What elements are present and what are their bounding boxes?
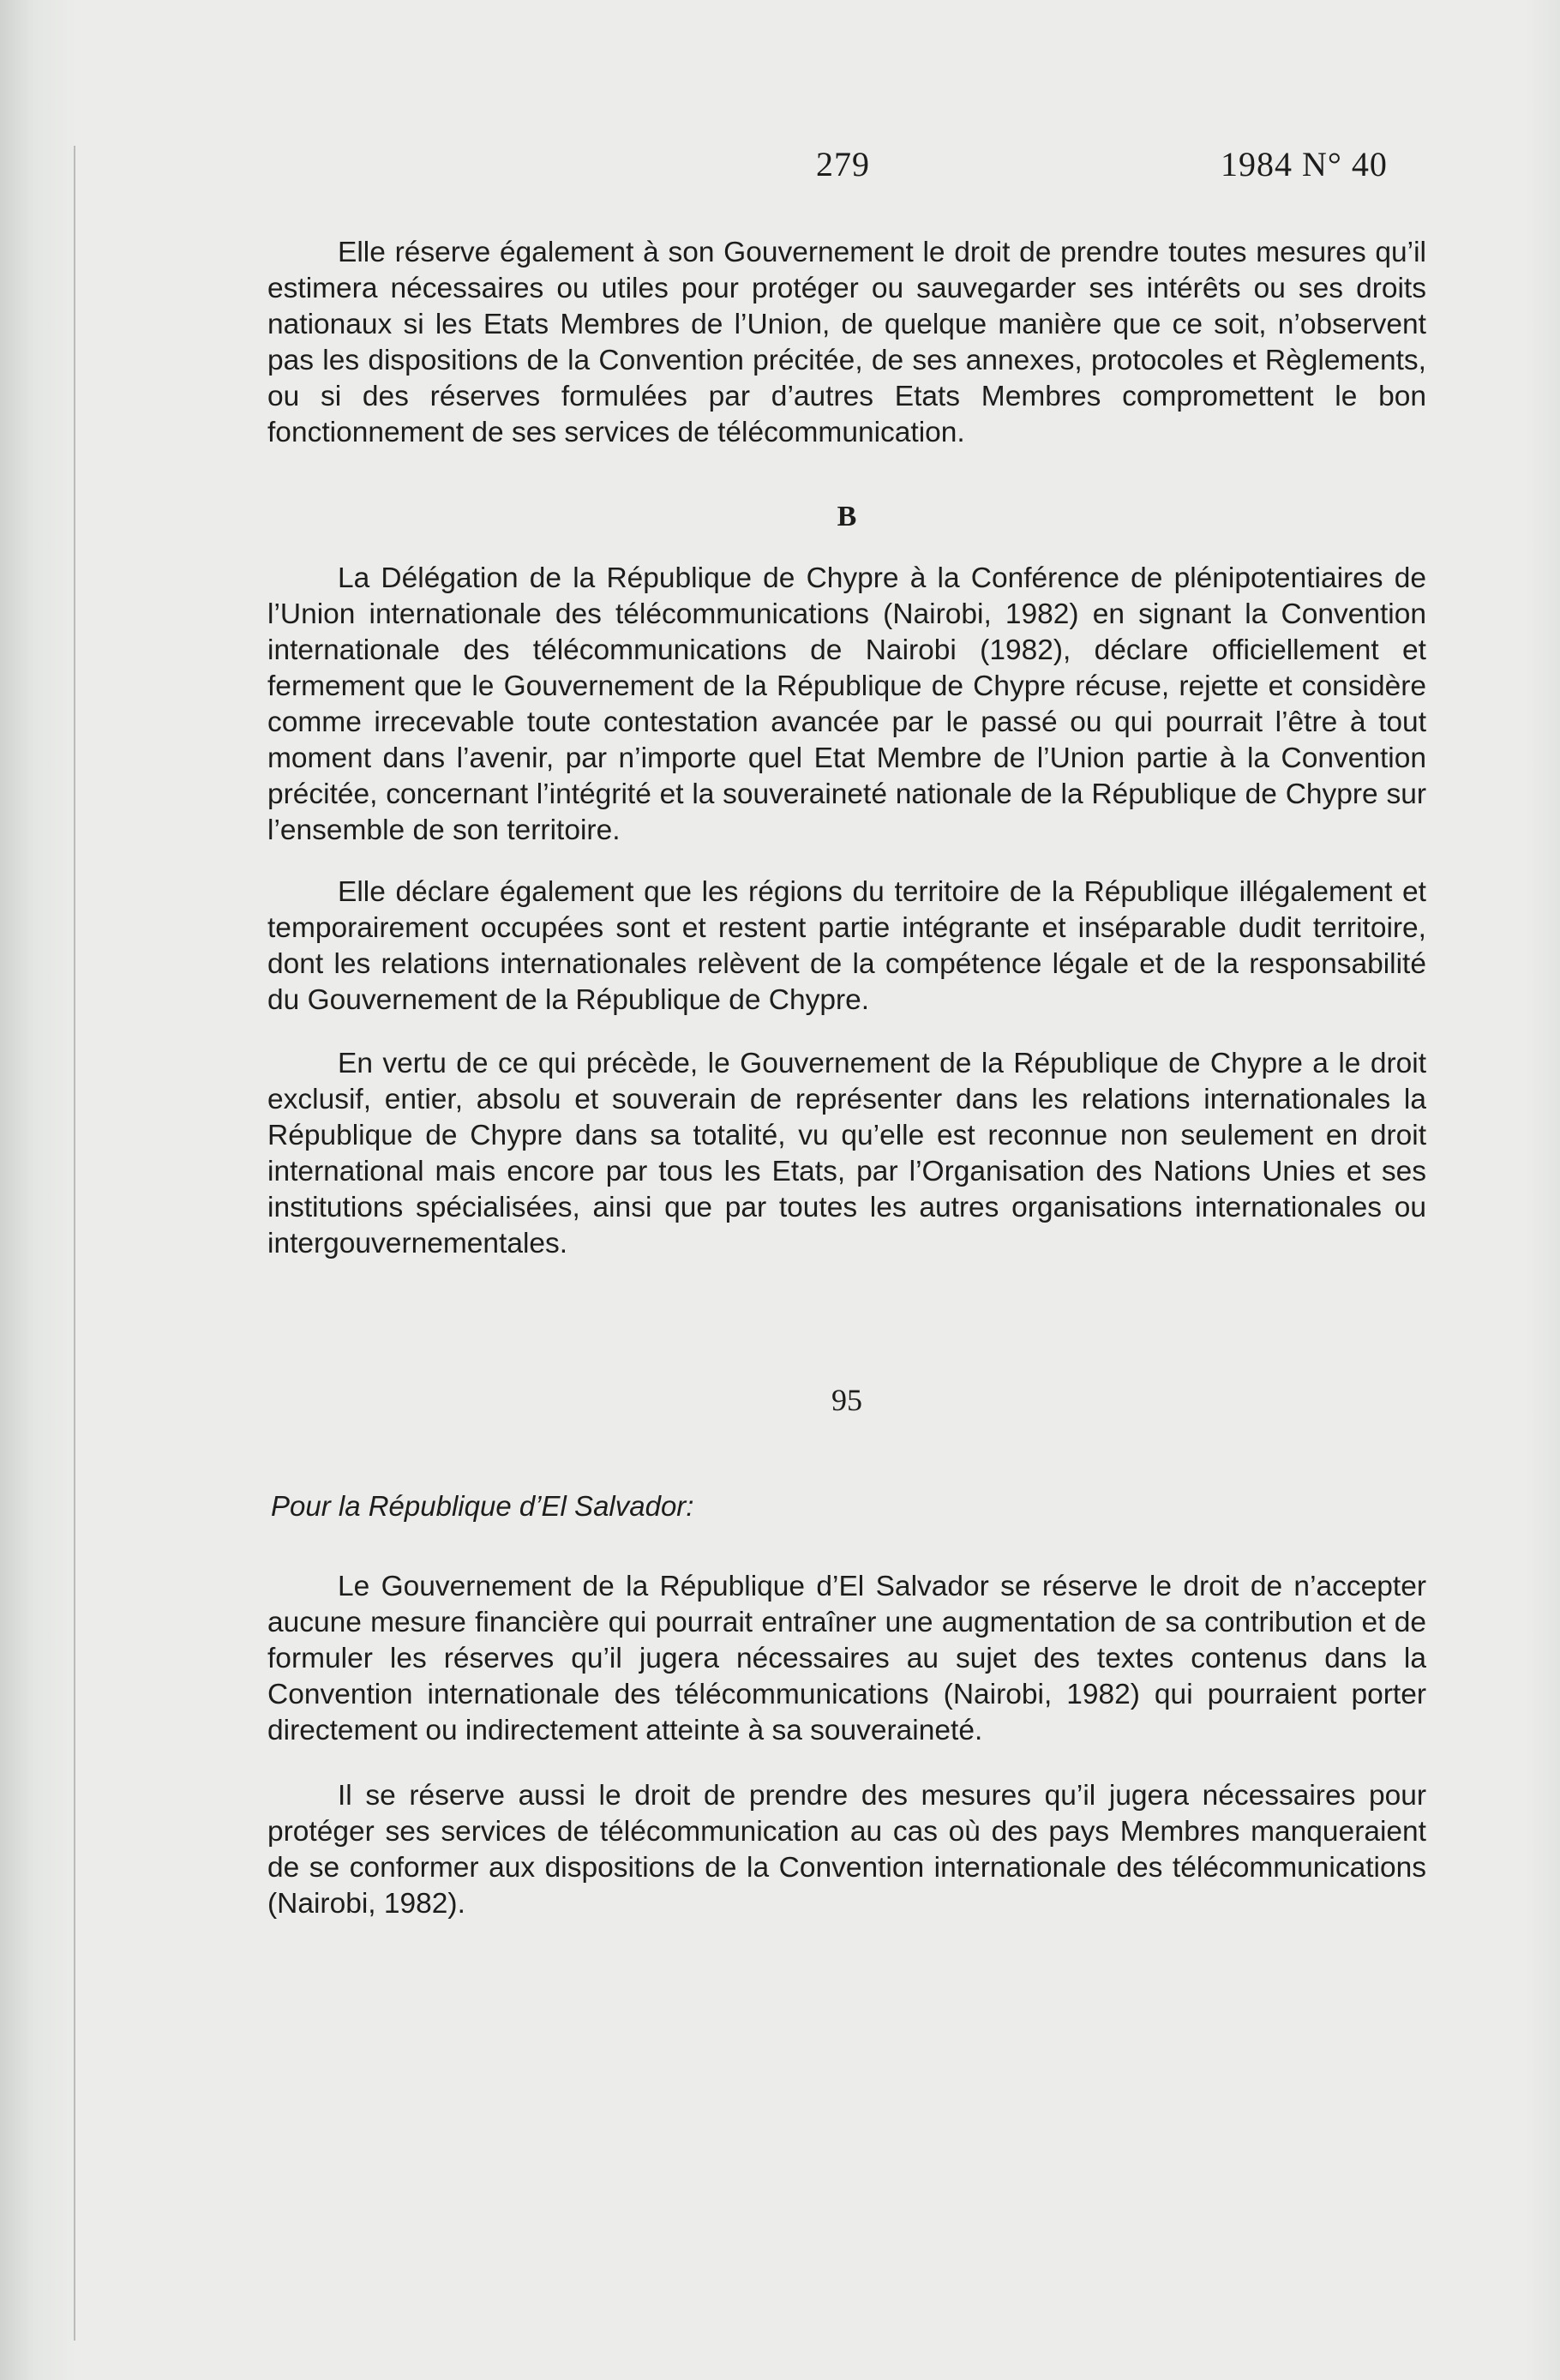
paragraph-salvador-financial: Le Gouvernement de la République d’El Salvador se réserve le droit de n’accepter aucune mesure financière qui pourrait entraîner une augmentation de sa contribution et de formuler les réserves qu’il jugera nécessaires au sujet des textes contenus dans la Convention internationale des télécommunications (Nairobi, 1982) qui pourraient porter directement ou indirectement atteinte à sa souveraineté. xyxy=(267,1571,1426,1746)
paragraph-salvador-protection: Il se réserve aussi le droit de prendre des mesures qu’il jugera nécessaires pour protéger ses services de télécommunication au cas où des pays Membres manqueraient de se conformer aux dispositions de la Convention internationale des télécommunications (Nairobi, 1982). xyxy=(267,1780,1426,1920)
page-number: 279 xyxy=(816,145,870,183)
paragraph-cyprus-declaration: La Délégation de la République de Chypre à la Conférence de plénipotentiaires de l’Union internationale des télécommunications (Nairobi, 1982) en signant la Convention internationale des télécommunications de Nairobi (1982), déclare officiellement et fermement que le Gouvernement de la République de Chypre récuse, rejette et considère comme irrecevable toute contestation avancée par le passé ou qui pourrait l’être à tout moment dans l’avenir, par n’importe quel Etat Membre de l’Union partie à la Convention précitée, concernant l’intégrité et la souveraineté nationale de la République de Chypre sur l’ensemble de son territoire. xyxy=(267,562,1426,846)
section-heading-b: B xyxy=(837,501,857,532)
document-reference: 1984 N° 40 xyxy=(1221,145,1388,183)
paragraph-cyprus-territory: Elle déclare également que les régions du territoire de la République illégalement et temporairement occupées sont et restent partie intégrante et inséparable dudit territoire, dont les relations internationales relèvent de la compétence légale et de la responsabilité du Gouvernement de la République de Chypre. xyxy=(267,876,1426,1016)
section-heading-95: 95 xyxy=(831,1383,862,1417)
page-binding-edge xyxy=(74,146,75,2341)
heading-el-salvador: Pour la République d’El Salvador: xyxy=(271,1490,694,1522)
paragraph-reservation-rights: Elle réserve également à son Gouvernement le droit de prendre toutes mesures qu’il estimera nécessaires ou utiles pour protéger ou sauvegarder ses intérêts ou ses droits nationaux si les Etats Membres de l’Union, de quelque manière que ce soit, n’observent pas les dispositions de la Convention précitée, de ses annexes, protocoles et Règlements, ou si des réserves formulées par d’autres Etats Membres compromettent le bon fonctionnement de ses services de télécommunication. xyxy=(267,237,1426,448)
paragraph-cyprus-representation: En vertu de ce qui précède, le Gouvernement de la République de Chypre a le droit exclusif, entier, absolu et souverain de représenter dans les relations internationales la République de Chypre dans sa totalité, vu qu’elle est reconnue non seulement en droit international mais encore par tous les Etats, par l’Organisation des Nations Unies et ses institutions spécialisées, ainsi que par toutes les autres organisations internationales ou intergouvernementales. xyxy=(267,1048,1426,1259)
